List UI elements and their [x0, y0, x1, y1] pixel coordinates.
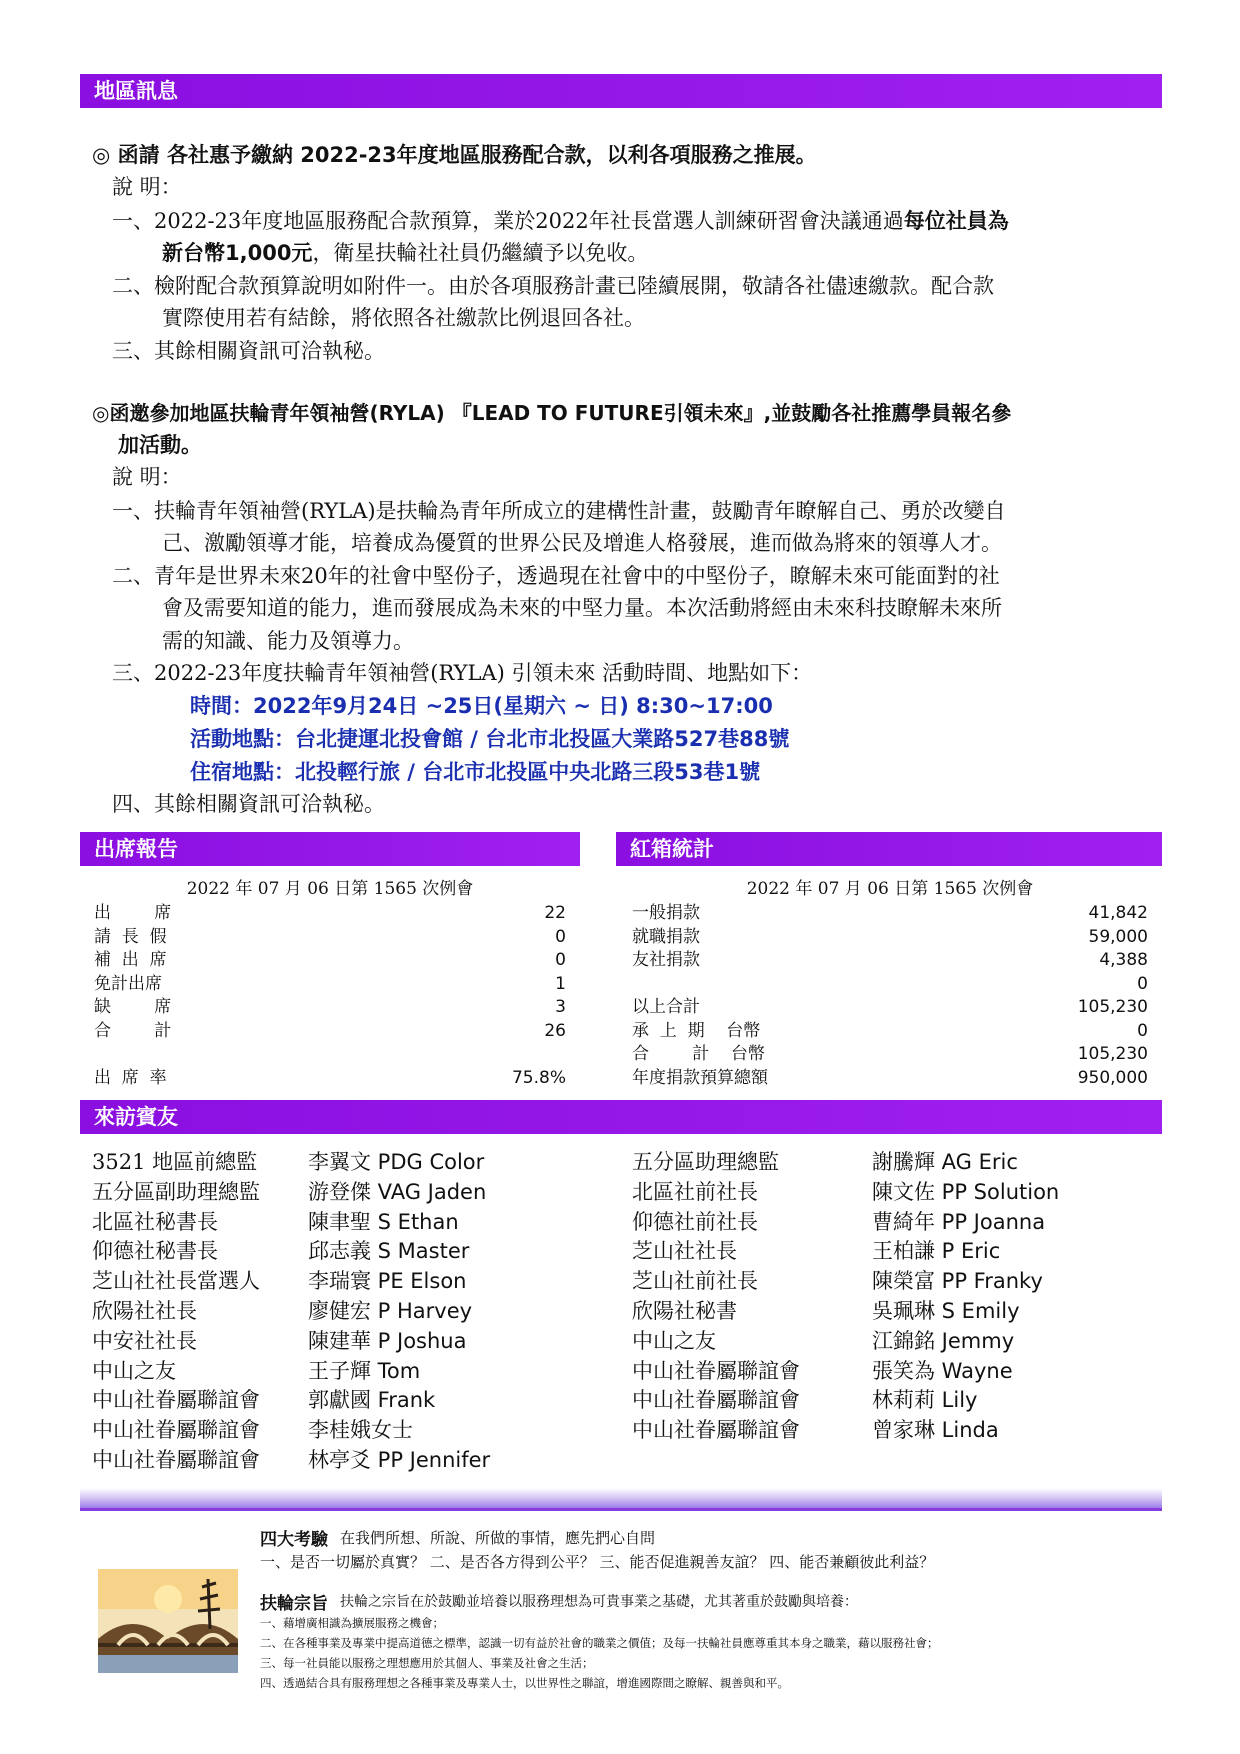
list-item: 李翼文 PDG Color [308, 1150, 485, 1174]
item1-p1 [112, 206, 1009, 236]
item2-p2-cont2: 需的知識、能力及領導力。 [162, 629, 414, 653]
item2-p3: 三、2022-23年度扶輪青年領袖營(RYLA) 引領未來 活動時間、地點如下： [112, 661, 813, 685]
table-row: 出 席 率 75.8% [94, 1067, 566, 1088]
list-item: 李瑞寰 PE Elson [308, 1269, 467, 1294]
item2-lodging: 住宿地點：北投輕行旅 / 台北市北投區中央北路三段53巷1號 [190, 760, 761, 784]
item1-p1-d: ，衛星扶輪社社員仍繼續予以免收。 [312, 241, 649, 265]
table-row: 以上合計 105,230 [632, 997, 1148, 1017]
list-item: 中山社眷屬聯誼會 [92, 1447, 260, 1472]
list-item: 五分區副助理總監 [92, 1179, 260, 1204]
attendance-header: 2022 年 07 月 06 日第 1565 次例會 [186, 879, 474, 899]
item1-p2: 二、檢附配合款預算說明如附件一。由於各項服務計畫已陸續展開，敬請各社儘速繳款。配合款 [112, 274, 994, 298]
list-item: 江錦銘 Jemmy [872, 1328, 1015, 1353]
table-row: 一般捐款 41,842 [632, 903, 1148, 923]
redbox-table [632, 876, 1148, 1090]
list-item: 曾家琳 Linda [872, 1418, 999, 1443]
table-row: 年度捐款預算總額 950,000 [632, 1067, 1148, 1088]
table-row: 出 席 22 [94, 903, 566, 923]
list-item: 陳榮富 PP Franky [872, 1269, 1043, 1294]
item2-desc: 說 明： [112, 465, 182, 489]
rotary-object-item-3: 三、每一社員能以服務之理想應用於其個人、事業及社會之生活； [260, 1656, 594, 1670]
rotary-object-subtitle: 扶輪之宗旨在於鼓勵並培養以服務理想為可貴事業之基礎，尤其著重於鼓勵與培養： [340, 1594, 858, 1610]
item2-venue: 活動地點：台北捷運北投會館 / 台北市北投區大業路527巷88號 [190, 727, 790, 751]
table-row: 免計出席 1 [94, 973, 566, 994]
list-item: 陳聿聖 S Ethan [308, 1209, 459, 1234]
list-item: 欣陽社社長 [92, 1298, 197, 1323]
table-row: 合 計 台幣 105,230 [632, 1044, 1148, 1064]
rotary-object-item-2: 二、在各種事業及專業中提高道德之標準，認識一切有益於社會的職業之價值；及每一扶輪社員應尊重其本身之職業，藉以服務社會； [260, 1636, 939, 1650]
section-bar-district-news: 地區訊息 [80, 74, 1162, 108]
footer-box [80, 1508, 1162, 1747]
list-item: 中山之友 [92, 1358, 176, 1383]
item2-p4: 四、其餘相關資訊可洽執秘。 [112, 792, 385, 816]
visitors-right-names [872, 1148, 1059, 1446]
list-item: 林亭爻 PP Jennifer [308, 1447, 491, 1472]
list-item: 中山之友 [632, 1328, 716, 1353]
list-item: 邱志義 S Master [308, 1239, 470, 1264]
table-row [94, 1043, 566, 1067]
item2-title: ◎函邀參加地區扶輪青年領袖營(RYLA) 『LEAD TO FUTURE引領未來』,並鼓勵各社推薦學員報名參 [92, 401, 1012, 425]
list-item: 仰德社前社長 [632, 1209, 758, 1234]
item2-time: 時間：2022年9月24日 ~25日(星期六 ~ 日) 8:30~17:00 [190, 694, 773, 718]
four-way-test-title: 四大考驗 [260, 1530, 328, 1550]
list-item: 中山社眷屬聯誼會 [632, 1418, 800, 1443]
section-bar-attendance: 出席報告 [80, 832, 580, 866]
list-item: 陳文佐 PP Solution [872, 1179, 1060, 1204]
item2-p2-cont: 會及需要知道的能力，進而發展成為未來的中堅力量。本次活動將經由未來科技瞭解未來所 [162, 596, 1002, 620]
table-row: 缺 席 3 [94, 997, 566, 1017]
list-item: 中安社社長 [92, 1328, 197, 1353]
item1-p1-c: 新台幣1,000元 [162, 241, 313, 265]
list-item: 李桂娥女士 [308, 1418, 413, 1443]
list-item: 中山社眷屬聯誼會 [92, 1388, 260, 1413]
list-item: 吳珮琳 S Emily [872, 1298, 1020, 1323]
visitors-right-titles [632, 1148, 800, 1446]
list-item: 芝山社社長當選人 [92, 1269, 260, 1294]
footer-divider [80, 1488, 1162, 1508]
visitors-left-titles [92, 1148, 260, 1476]
item2-p1: 一、扶輪青年領袖營(RYLA)是扶輪為青年所成立的建構性計畫，鼓勵青年瞭解自己、勇於改變自 [112, 499, 1006, 523]
attendance-table [94, 876, 566, 1090]
table-row: 0 [1137, 973, 1148, 994]
redbox-header: 2022 年 07 月 06 日第 1565 次例會 [746, 879, 1034, 899]
list-item: 游登傑 VAG Jaden [308, 1179, 487, 1204]
list-item: 郭獻國 Frank [308, 1388, 436, 1413]
item2-p1-cont: 己、激勵領導才能，培養成為優質的世界公民及增進人格發展，進而做為將來的領導人才。 [162, 531, 1002, 555]
list-item: 中山社眷屬聯誼會 [632, 1358, 800, 1383]
item1-desc: 說 明： [112, 175, 182, 199]
list-item: 3521 地區前總監 [92, 1150, 258, 1174]
rotary-object-title: 扶輪宗旨 [260, 1594, 328, 1614]
item1-p1-a: 一、2022-23年度地區服務配合款預算，業於2022年社長當選人訓練研習會決議通過 [112, 209, 904, 233]
bridge-illustration-icon [98, 1569, 238, 1673]
item1-title: ◎ 函請 各社惠予繳納 2022-23年度地區服務配合款，以利各項服務之推展。 [92, 143, 817, 167]
item1-p2-cont: 實際使用若有結餘，將依照各社繳款比例退回各社。 [162, 306, 645, 330]
visitors-left-names [308, 1148, 490, 1476]
list-item: 芝山社社長 [632, 1239, 737, 1264]
list-item: 中山社眷屬聯誼會 [92, 1418, 260, 1443]
rotary-object-item-4: 四、透過結合具有服務理想之各種事業及專業人士，以世界性之聯誼，增進國際間之瞭解、親善與和平。 [260, 1676, 789, 1690]
table-row: 就職捐款 59,000 [632, 926, 1148, 947]
list-item: 王子輝 Tom [308, 1358, 421, 1383]
table-row: 補 出 席 0 [94, 950, 566, 970]
item1-p1-cont [162, 238, 648, 268]
item2-p2: 二、青年是世界未來20年的社會中堅份子，透過現在社會中的中堅份子，瞭解未來可能面對的社 [112, 564, 1000, 588]
list-item: 林莉莉 Lily [872, 1388, 978, 1413]
item1-p1-b: 每位社員為 [903, 209, 1009, 233]
list-item: 北區社前社長 [632, 1179, 758, 1204]
four-way-test-items: 一、是否一切屬於真實？ 二、是否各方得到公平？ 三、能否促進親善友誼？ 四、能否兼顧彼此利益？ [260, 1553, 935, 1571]
list-item: 王柏謙 P Eric [872, 1239, 1001, 1264]
list-item: 陳建華 P Joshua [308, 1328, 467, 1353]
list-item: 仰德社秘書長 [92, 1239, 218, 1264]
table-row: 承 上 期 台幣 0 [632, 1020, 1148, 1041]
section-bar-redbox: 紅箱統計 [616, 832, 1162, 866]
table-row: 合 計 26 [94, 1020, 566, 1041]
list-item: 欣陽社秘書 [632, 1298, 737, 1323]
rotary-object-item-1: 一、藉增廣相識為擴展服務之機會； [260, 1616, 444, 1630]
list-item: 廖健宏 P Harvey [308, 1298, 473, 1323]
item1-p3: 三、其餘相關資訊可洽執秘。 [112, 339, 385, 363]
list-item: 芝山社前社長 [632, 1269, 758, 1294]
list-item: 中山社眷屬聯誼會 [632, 1388, 800, 1413]
list-item: 北區社秘書長 [92, 1209, 218, 1234]
section-bar-visitors: 來訪賓友 [80, 1100, 1162, 1134]
four-way-test-subtitle: 在我們所想、所說、所做的事情，應先捫心自問 [340, 1529, 656, 1547]
table-row: 請 長 假 0 [94, 926, 566, 947]
list-item: 曹綺年 PP Joanna [872, 1209, 1046, 1234]
list-item: 張笑為 Wayne [872, 1358, 1013, 1383]
table-row: 友社捐款 4,388 [632, 950, 1148, 970]
list-item: 謝騰輝 AG Eric [872, 1150, 1018, 1174]
list-item: 五分區助理總監 [632, 1150, 779, 1174]
item2-title-cont: 加活動。 [118, 433, 202, 457]
